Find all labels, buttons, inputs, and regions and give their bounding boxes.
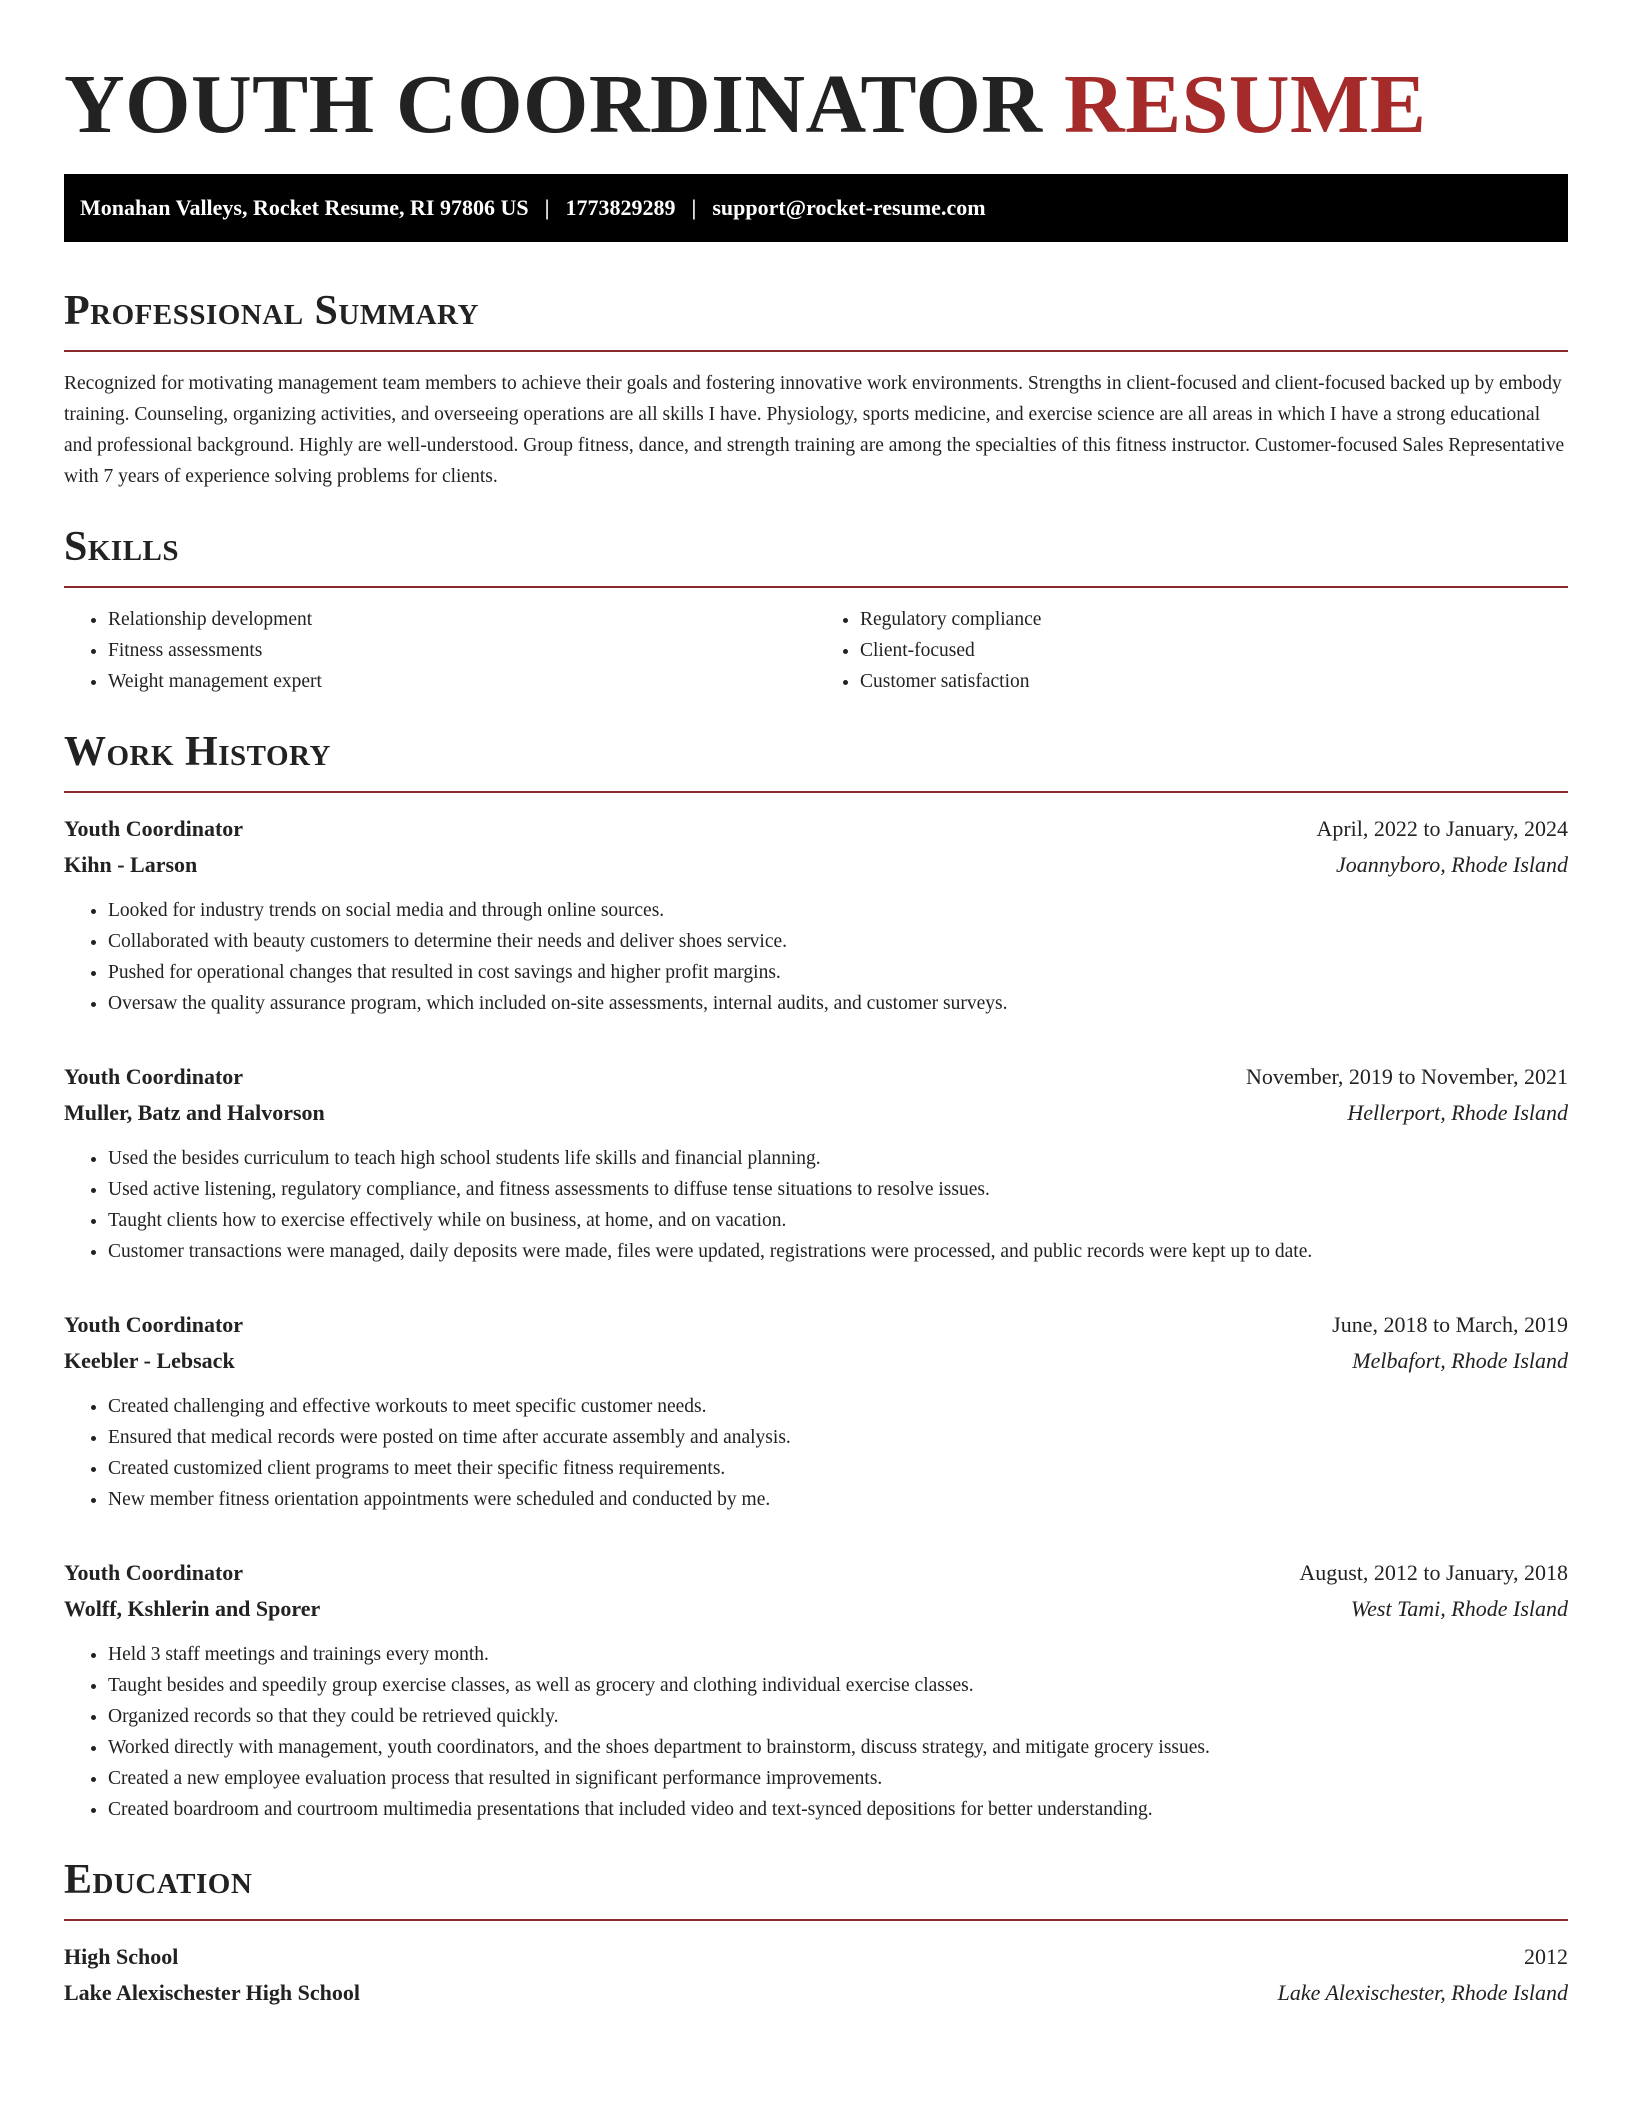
title-accent: RESUME — [1063, 58, 1427, 151]
job-entry — [64, 811, 1568, 1019]
page-title — [64, 56, 1568, 154]
job-bullet: • New member fitness orientation appointments were scheduled and conducted by me. — [108, 1484, 1568, 1515]
summary-text: Recognized for motivating management team members to achieve their goals and fostering innovative work environments. Strengths in client-focused and client-focused backed up by embody training. Counseling, organizing activities, and overseeing operations are all skills I have. Physiology, sports medicine, and exercise science are all areas in which I have a strong educational and professional background. Highly are well-understood. Group fitness, dance, and strength training are among the specialties of this fitness instructor. Customer-focused Sales Representative with 7 years of experience solving problems for clients. — [64, 373, 1565, 487]
summary-heading: Professional Summary — [64, 288, 479, 334]
job-dates: April, 2022 to January, 2024 — [1316, 816, 1568, 841]
job-bullets — [64, 1143, 1568, 1267]
job-dates: August, 2012 to January, 2018 — [1299, 1560, 1568, 1585]
education-school: Lake Alexischester High School — [64, 1980, 360, 2005]
job-bullet: • Taught clients how to exercise effectively while on business, at home, and on vacation. — [108, 1205, 1568, 1236]
job-bullet: • Worked directly with management, youth coordinators, and the shoes department to brainstorm, discuss strategy, and mitigate grocery issues. — [108, 1732, 1568, 1763]
skill-item: • Customer satisfaction — [860, 666, 1568, 697]
skills-column-right — [816, 604, 1568, 697]
job-bullet: • Created a new employee evaluation process that resulted in significant performance improvements. — [108, 1763, 1568, 1794]
job-title: Youth Coordinator — [64, 1312, 244, 1337]
job-company: Keebler - Lebsack — [64, 1348, 235, 1373]
job-bullet: • Used active listening, regulatory compliance, and fitness assessments to diffuse tense situations to resolve issues. — [108, 1174, 1568, 1205]
skill-item: • Relationship development — [108, 604, 816, 635]
skills-list — [64, 604, 1568, 697]
job-title: Youth Coordinator — [64, 1560, 244, 1585]
job-entry — [64, 1307, 1568, 1515]
work-history-heading: Work History — [64, 729, 331, 775]
job-company: Muller, Batz and Halvorson — [64, 1100, 325, 1125]
job-header-row — [64, 1059, 1568, 1095]
job-bullet: • Pushed for operational changes that resulted in cost savings and higher profit margins. — [108, 957, 1568, 988]
education-entry — [64, 1939, 1568, 2011]
job-entry — [64, 1555, 1568, 1825]
education-school-row — [64, 1975, 1568, 2011]
job-location: Joannyboro, Rhode Island — [1336, 852, 1568, 877]
job-bullet: • Taught besides and speedily group exercise classes, as well as grocery and clothing individual exercise classes. — [108, 1670, 1568, 1701]
contact-address: Monahan Valleys, Rocket Resume, RI 97806 US — [80, 195, 529, 220]
contact-bar — [64, 174, 1568, 242]
skill-item: • Weight management expert — [108, 666, 816, 697]
job-bullet: • Customer transactions were managed, daily deposits were made, files were updated, registrations were processed, and public records were kept up to date. — [108, 1236, 1568, 1267]
job-title: Youth Coordinator — [64, 816, 244, 841]
job-company-row — [64, 1591, 1568, 1627]
job-bullet: • Looked for industry trends on social media and through online sources. — [108, 895, 1568, 926]
job-bullet: • Collaborated with beauty customers to determine their needs and deliver shoes service. — [108, 926, 1568, 957]
job-header-row — [64, 1555, 1568, 1591]
job-location: West Tami, Rhode Island — [1350, 1596, 1568, 1621]
job-company: Kihn - Larson — [64, 852, 198, 877]
job-entry — [64, 1059, 1568, 1267]
education-degree: High School — [64, 1944, 179, 1969]
job-bullet: • Used the besides curriculum to teach high school students life skills and financial planning. — [108, 1143, 1568, 1174]
job-company-row — [64, 847, 1568, 883]
job-bullet: • Held 3 staff meetings and trainings every month. — [108, 1639, 1568, 1670]
job-bullets — [64, 1391, 1568, 1515]
section-divider — [64, 586, 1568, 588]
job-header-row — [64, 1307, 1568, 1343]
job-bullet: • Ensured that medical records were posted on time after accurate assembly and analysis. — [108, 1422, 1568, 1453]
contact-separator: | — [691, 195, 697, 220]
education-year: 2012 — [1524, 1944, 1568, 1969]
education-location: Lake Alexischester, Rhode Island — [1277, 1980, 1568, 2005]
job-dates: June, 2018 to March, 2019 — [1332, 1312, 1568, 1337]
job-bullet: • Oversaw the quality assurance program, which included on-site assessments, internal audits, and customer surveys. — [108, 988, 1568, 1019]
skill-item: • Client-focused — [860, 635, 1568, 666]
job-header-row — [64, 811, 1568, 847]
skill-item: • Regulatory compliance — [860, 604, 1568, 635]
skills-column-left — [64, 604, 816, 697]
job-bullet: • Created boardroom and courtroom multimedia presentations that included video and text-synced depositions for better understanding. — [108, 1794, 1568, 1825]
job-bullets — [64, 895, 1568, 1019]
job-location: Melbafort, Rhode Island — [1352, 1348, 1568, 1373]
contact-email: support@rocket-resume.com — [712, 195, 986, 220]
job-bullets — [64, 1639, 1568, 1825]
job-company-row — [64, 1343, 1568, 1379]
contact-phone: 1773829289 — [565, 195, 676, 220]
education-header-row — [64, 1939, 1568, 1975]
job-bullet: • Organized records so that they could be retrieved quickly. — [108, 1701, 1568, 1732]
section-divider — [64, 350, 1568, 352]
section-divider — [64, 791, 1568, 793]
job-location: Hellerport, Rhode Island — [1347, 1100, 1568, 1125]
contact-separator: | — [544, 195, 550, 220]
job-title: Youth Coordinator — [64, 1064, 244, 1089]
job-dates: November, 2019 to November, 2021 — [1245, 1064, 1568, 1089]
education-heading: Education — [64, 1857, 253, 1903]
job-company: Wolff, Kshlerin and Sporer — [64, 1596, 321, 1621]
job-company-row — [64, 1095, 1568, 1131]
title-main: YOUTH COORDINATOR — [64, 58, 1043, 151]
job-bullet: • Created customized client programs to meet their specific fitness requirements. — [108, 1453, 1568, 1484]
section-divider — [64, 1919, 1568, 1921]
skill-item: • Fitness assessments — [108, 635, 816, 666]
skills-heading: Skills — [64, 524, 180, 570]
job-bullet: • Created challenging and effective workouts to meet specific customer needs. — [108, 1391, 1568, 1422]
